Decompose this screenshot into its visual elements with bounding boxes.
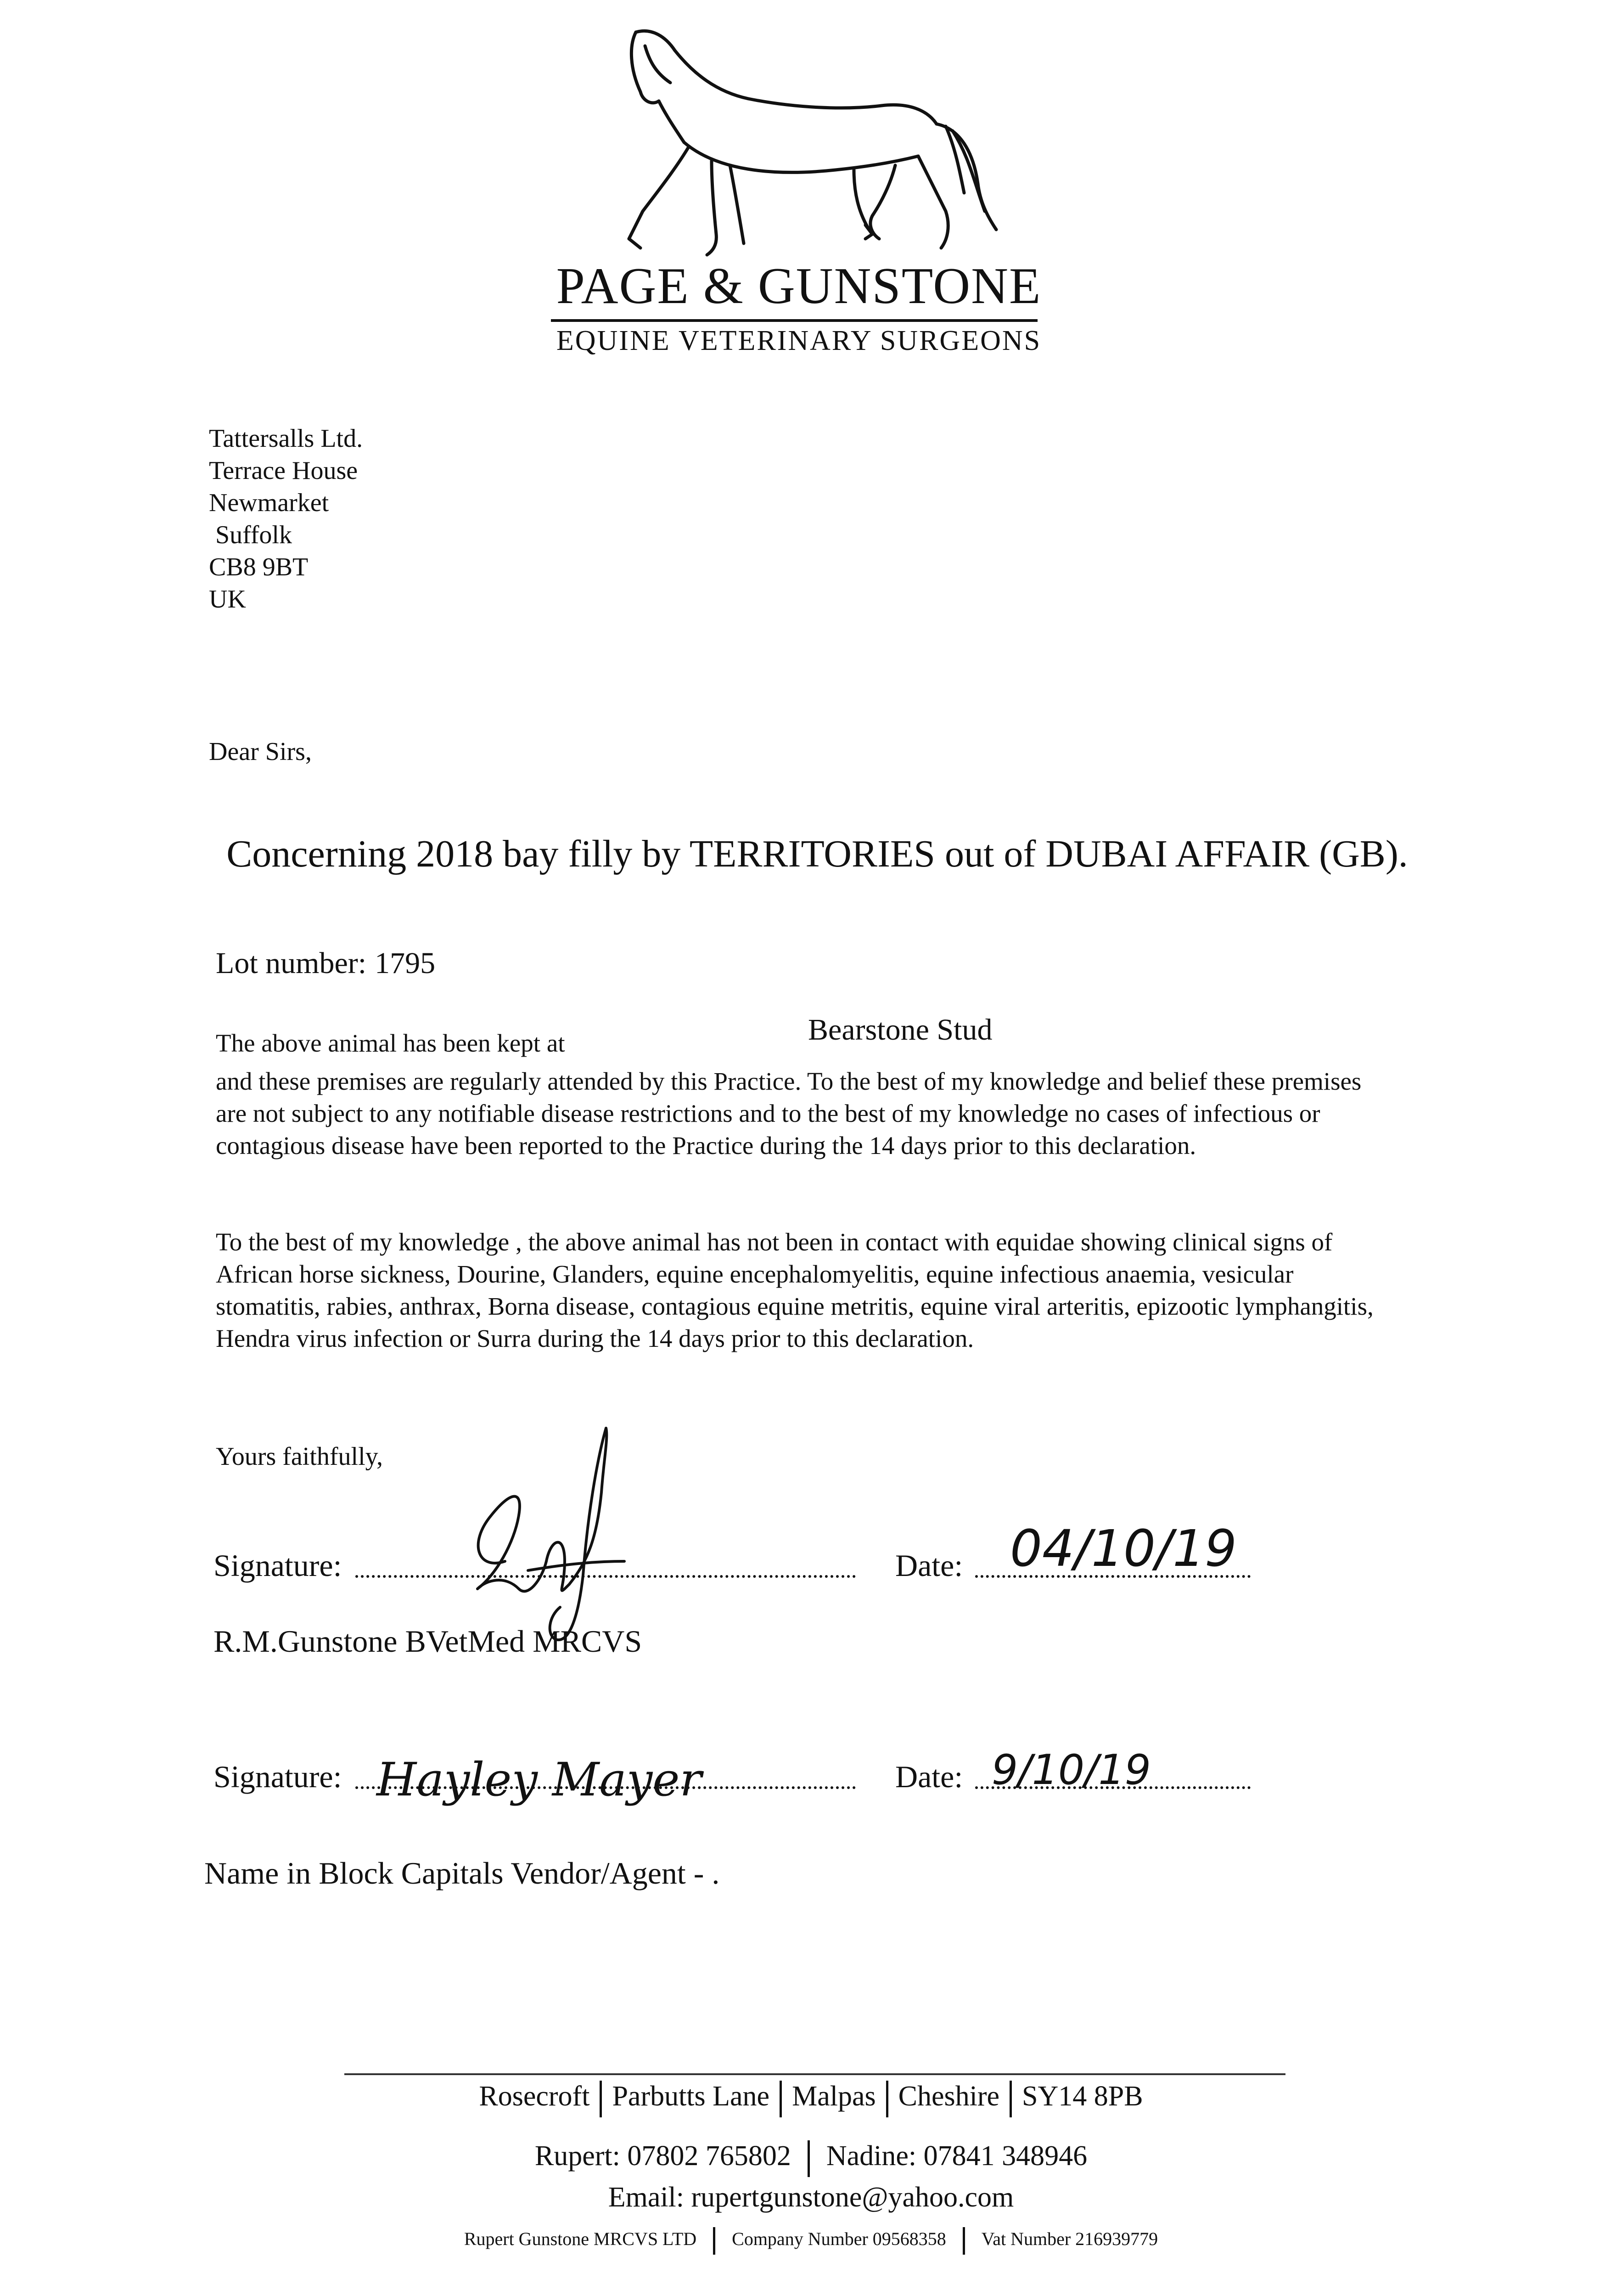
date-2-value: 9/10/19 xyxy=(992,1746,1151,1794)
footer-separator xyxy=(780,2081,782,2117)
address-line: CB8 9BT xyxy=(209,553,309,581)
date-1-value: 04/10/19 xyxy=(1010,1519,1237,1578)
kept-at-value: Bearstone Stud xyxy=(808,1013,993,1047)
footer-separator xyxy=(600,2081,602,2117)
brand-divider xyxy=(551,319,1038,322)
footer-address-part: SY14 8PB xyxy=(1022,2081,1143,2112)
brand-subtitle: EQUINE VETERINARY SURGEONS xyxy=(556,325,1042,356)
block-capitals-label: Name in Block Capitals Vendor/Agent - . xyxy=(204,1856,720,1891)
signature-2-label: Signature: xyxy=(213,1759,342,1794)
footer-separator xyxy=(713,2227,715,2255)
address-line: Suffolk xyxy=(215,521,292,549)
signature-2-handwriting xyxy=(367,1736,753,1832)
signature-1-label: Signature: xyxy=(213,1548,342,1583)
brand-name: PAGE & GUNSTONE xyxy=(556,258,1042,315)
footer-email: Email: rupertgunstone@yahoo.com xyxy=(608,2182,1014,2213)
kept-at-label: The above animal has been kept at xyxy=(216,1029,565,1057)
footer-company-number: Company Number 09568358 xyxy=(732,2228,946,2250)
footer-address-part: Rosecroft xyxy=(479,2081,590,2112)
date-2-label: Date: xyxy=(895,1759,963,1794)
footer-address-part: Malpas xyxy=(792,2081,876,2112)
date-1-handwriting xyxy=(1001,1497,1237,1607)
declaration-paragraph-2: To the best of my knowledge , the above animal has not been in contact with equidae showing clinical signs of African horse sickness, Dourine, Glanders, equine encephalomyelitis, equine infectious anaemia, vesicular stomatitis, rabies, anthrax, Borna disease, contagious equine metritis, equine viral arteritis, epizootic lymphangitis, Hendra virus infection or Surra during the 14 days prior to this declaration. xyxy=(216,1228,1374,1352)
footer-company xyxy=(0,2227,1622,2255)
footer-phone-rupert: Rupert: 07802 765802 xyxy=(534,2140,791,2172)
address-line: Tattersalls Ltd. xyxy=(209,424,363,453)
lot-label: Lot number: xyxy=(216,946,367,980)
footer-divider xyxy=(344,2073,1285,2075)
signature-1-handwriting xyxy=(450,1424,634,1653)
address-line: UK xyxy=(209,585,246,613)
declaration-paragraph-1: and these premises are regularly attended by this Practice. To the best of my knowledge and belief these premises are not subject to any notifiable disease restrictions and to the best of my knowledge no cases of infectious or contagious disease have been reported to the Practice during the 14 days prior to this declaration. xyxy=(216,1067,1362,1159)
horse-logo-icon xyxy=(597,18,1028,276)
footer-company-name: Rupert Gunstone MRCVS LTD xyxy=(464,2228,697,2250)
date-1-label: Date: xyxy=(895,1548,963,1583)
signer-name: R.M.Gunstone BVetMed MRCVS xyxy=(213,1624,642,1659)
footer-separator xyxy=(886,2081,888,2117)
footer-phone-nadine: Nadine: 07841 348946 xyxy=(826,2140,1088,2172)
subject-line: Concerning 2018 bay filly by TERRITORIES out of DUBAI AFFAIR (GB). xyxy=(226,833,1408,875)
address-line: Newmarket xyxy=(209,489,329,517)
footer-phones xyxy=(0,2140,1622,2177)
recipient-address xyxy=(209,422,363,615)
address-line: Terrace House xyxy=(209,456,358,485)
lot-number xyxy=(216,946,435,981)
footer-address-part: Parbutts Lane xyxy=(612,2081,770,2112)
footer-address xyxy=(0,2080,1622,2117)
footer-separator xyxy=(1010,2081,1012,2117)
signature-2-name: Hayley Mayer xyxy=(376,1753,702,1806)
footer-vat-number: Vat Number 216939779 xyxy=(981,2228,1158,2250)
footer-address-part: Cheshire xyxy=(898,2081,999,2112)
footer-separator xyxy=(963,2227,965,2255)
salutation: Dear Sirs, xyxy=(209,737,312,766)
lot-value: 1795 xyxy=(375,946,436,980)
date-2-handwriting xyxy=(987,1745,1189,1795)
footer-separator xyxy=(808,2140,810,2177)
closing: Yours faithfully, xyxy=(216,1442,383,1471)
